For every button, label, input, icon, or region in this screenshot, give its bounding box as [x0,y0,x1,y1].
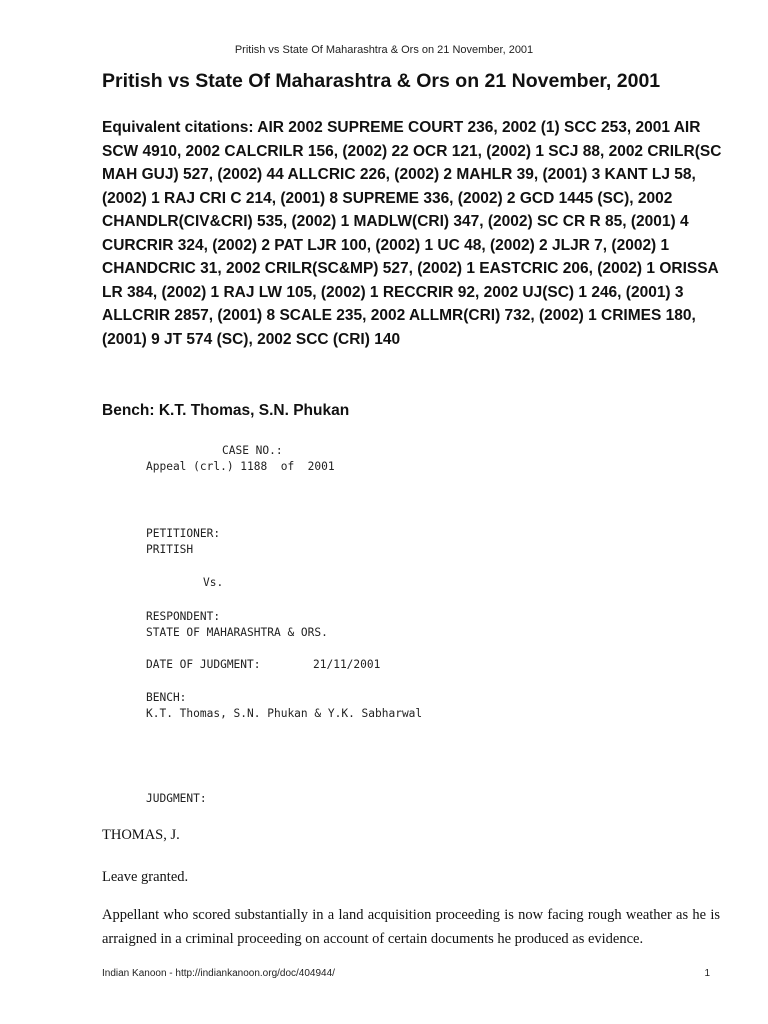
petitioner-value: PRITISH [146,543,194,556]
bench-label: BENCH: [146,691,187,704]
case-no-value: Appeal (crl.) 1188 of 2001 [146,460,335,473]
page-number: 1 [704,968,710,979]
running-header: Pritish vs State Of Maharashtra & Ors on 21 November, 2001 [234,44,534,56]
judge-name: THOMAS, J. [102,827,180,843]
date-of-judgment-label: DATE OF JUDGMENT: [146,658,261,671]
respondent-label: RESPONDENT: [146,610,221,623]
judgment-paragraph: Appellant who scored substantially in a land acquisition proceeding is now facing rough weather as he is arraigned in a criminal proceeding on account of certain documents he produced as evidence. [102,907,720,947]
bench-line: Bench: K.T. Thomas, S.N. Phukan [102,402,350,419]
respondent-value: STATE OF MAHARASHTRA & ORS. [146,626,328,639]
judgment-label: JUDGMENT: [146,792,207,805]
footer-source: Indian Kanoon - http://indiankanoon.org/doc/404944/ [102,968,335,979]
equivalent-citations: Equivalent citations: AIR 2002 SUPREME COURT 236, 2002 (1) SCC 253, 2001 AIR SCW 4910, 2002 CALCRILR 156, (2002) 22 OCR 121, (2002) 1 SCJ 88, 2002 CRILR(SC MAH GUJ) 527, (2002) 44 ALLCRIC 226, (2002) 2 MAHLR 39, (2001) 3 KANT LJ 58, (2002) 1 RAJ CRI C 214, (2001) 8 SUPREME 336, (2002) 2 GCD 1445 (SC), 2002 CHANDLR(CIV&CRI) 535, (2002) 1 MADLW(CRI) 347, (2002) SC CR R 85, (2001) 4 CURCRIR 324, (2002) 2 PAT LJR 100, (2002) 1 UC 48, (2002) 2 JLJR 7, (2002) 1 CHANDCRIC 31, 2002 CRILR(SC&MP) 527, (2002) 1 EASTCRIC 206, (2002) 1 ORISSA LR 384, (2002) 1 RAJ LW 105, (2002) 1 RECCRIR 92, 2002 UJ(SC) 1 246, (2001) 3 ALLCRIR 2857, (2001) 8 SCALE 235, 2002 ALLMR(CRI) 732, (2002) 1 CRIMES 180, (2001) 9 JT 574 (SC), 2002 SCC (CRI) 140 [102,119,722,348]
bench-value: K.T. Thomas, S.N. Phukan & Y.K. Sabharwal [146,707,423,720]
case-no-label: CASE NO.: [222,444,283,457]
leave-granted: Leave granted. [102,869,189,885]
petitioner-label: PETITIONER: [146,527,221,540]
date-of-judgment-value: 21/11/2001 [313,658,381,671]
document-title: Pritish vs State Of Maharashtra & Ors on 21 November, 2001 [102,70,661,92]
versus-label: Vs. [203,576,224,589]
